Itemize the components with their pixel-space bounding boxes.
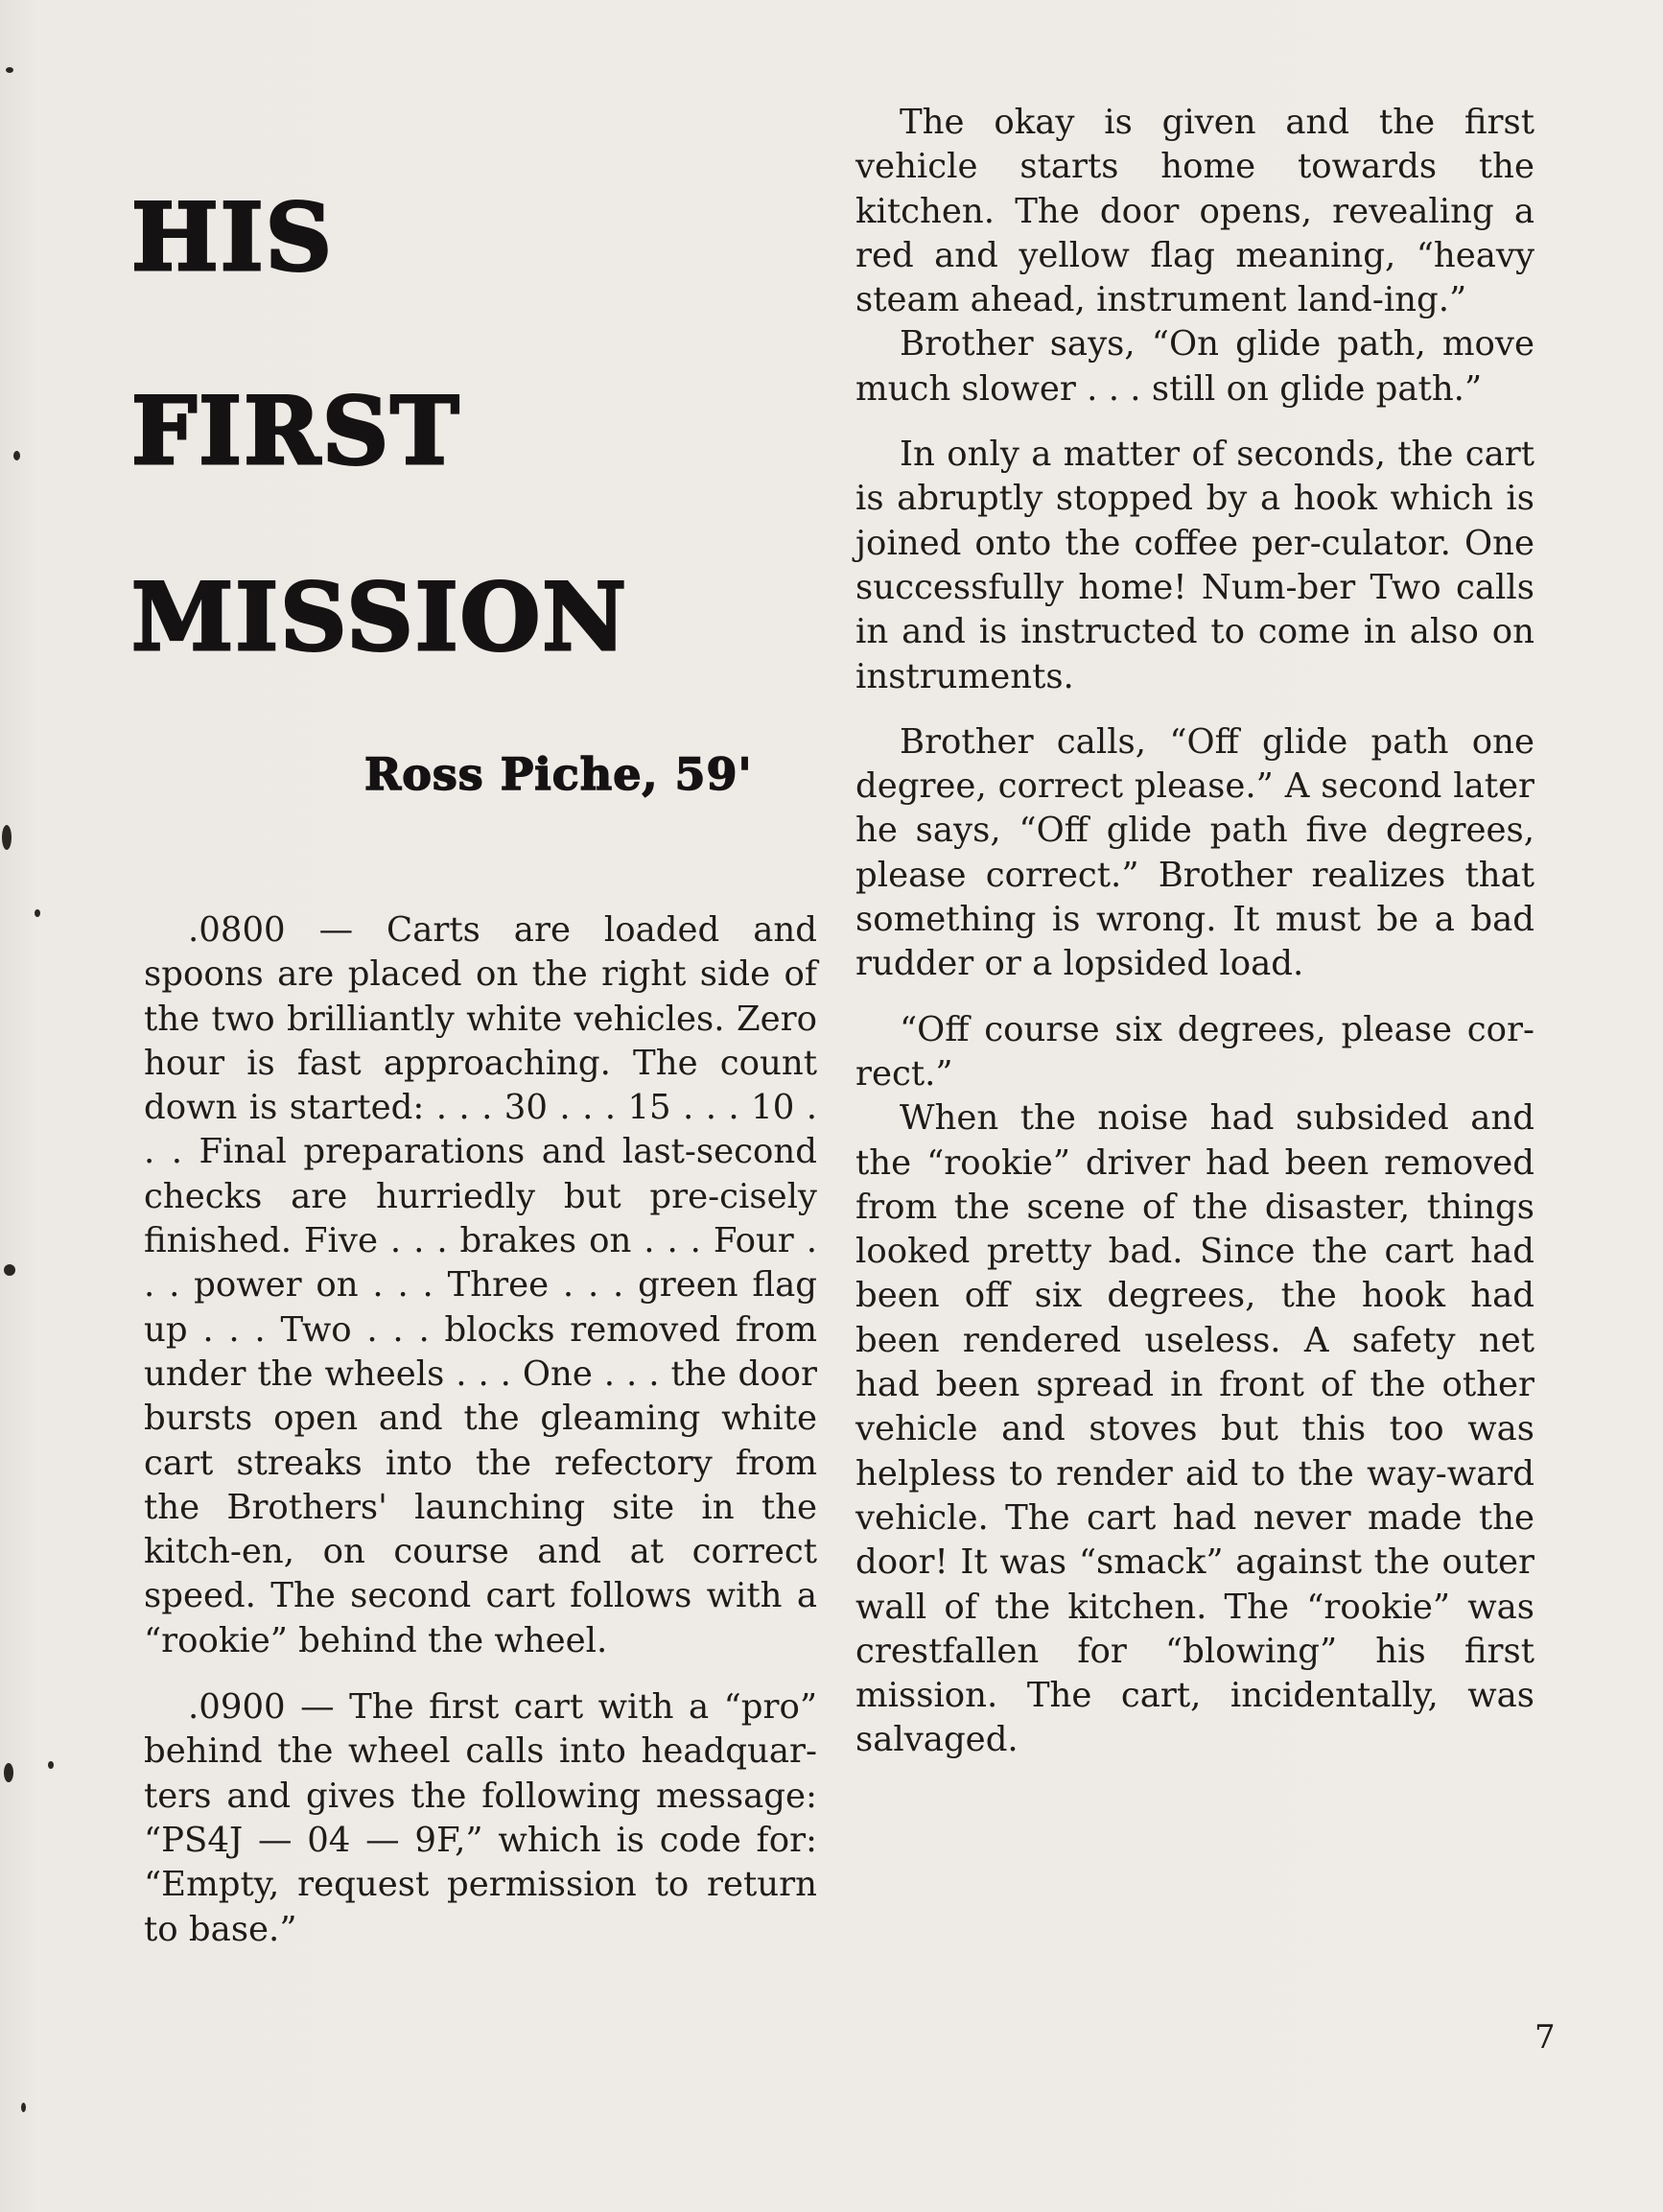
margin-speck: [6, 67, 13, 73]
margin-speck: [48, 1761, 54, 1769]
margin-speck: [35, 909, 40, 917]
margin-speck: [2, 825, 12, 850]
margin-speck: [13, 451, 20, 460]
paragraph-0900: .0900 — The first cart with a “pro” behind the wheel calls into headquar-ters and gives the following message: “PS4J — 04 — 9F,” which is code for: “Empty, request permission to return to base.”: [144, 1687, 817, 1949]
title-line-his: HIS: [131, 183, 334, 292]
paragraph-noise-subsided: When the noise had subsided and the “rookie” driver had been removed from the scene of the disaster, things looked pretty bad. Since the cart had been off six degrees, the hook had been rendered useless. A safety net had been spread in front of the other vehicle and stoves but this too was helpless to render aid to the way-ward vehicle. The cart had never made the door! It was “smack” against the outer wall of the kitchen. The “rookie” was crestfallen for “blowing” his first mission. The cart, incidentally, was salvaged.: [855, 1098, 1534, 1760]
author-byline: Ross Piche, 59': [364, 748, 753, 800]
margin-speck: [21, 2103, 26, 2112]
paragraph-glide-path: Brother says, “On glide path, move much slower . . . still on glide path.”: [855, 324, 1534, 409]
paragraph-okay-given: The okay is given and the first vehicle starts home towards the kitchen. The door opens, revealing a red and yellow flag meaning, “heavy steam ahead, instrument land-ing.”: [855, 103, 1534, 320]
paragraph-off-course: “Off course six degrees, please cor-rect.”: [855, 1009, 1534, 1094]
title-line-first: FIRST: [131, 377, 461, 485]
title-line-mission: MISSION: [131, 563, 628, 671]
paragraph-matter-of-seconds: In only a matter of seconds, the cart is abruptly stopped by a hook which is joined onto the coffee per-culator. One successfully home! Num-ber Two calls in and is instructed to come in also on instruments.: [855, 435, 1534, 696]
paragraph-off-glide-path: Brother calls, “Off glide path one degree, correct please.” A second later he says, “Off glide path five degrees, please correct.” Brother realizes that something is wrong. It must be a bad rudder or a lopsided load.: [855, 721, 1534, 984]
left-column: [144, 908, 817, 1952]
margin-speck: [4, 1763, 13, 1782]
paragraph-0800: .0800 — Carts are loaded and spoons are placed on the right side of the two brilliantly white vehicles. Zero hour is fast approaching. The count down is started: . . . 30 . . . 15 . . . 10 . . . Final preparations and last-second checks are hurriedly but pre-cisely finished. Five . . . brakes on . . . Four . . . power on . . . Three . . . green flag up . . . Two . . . blocks removed from under the wheels . . . One . . . the door bursts open and the gleaming white cart streaks into the refectory from the Brothers' launching site in the kitch-en, on course and at correct speed. The second cart follows with a “rookie” behind the wheel.: [144, 910, 817, 1660]
right-column: [855, 101, 1534, 1763]
margin-speck: [4, 1264, 15, 1276]
page-number: 7: [1534, 2018, 1556, 2057]
